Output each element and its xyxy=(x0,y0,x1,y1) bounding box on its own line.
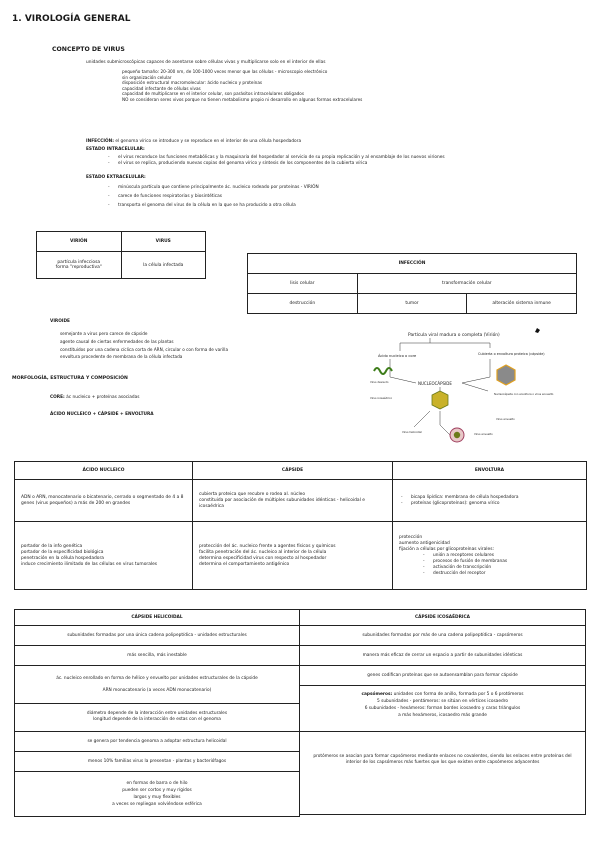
table-cell: en formas de barra o de hilo pueden ser cortos y muy rígidos largos y muy flexibles a veces se repliegan volviéndose esférica xyxy=(112,781,202,807)
diagram-icosahedral-label: Virus icosaédrico xyxy=(370,397,393,400)
list-item: capacidad infectante de células vivas xyxy=(122,85,201,91)
table-cell: manera más eficaz de cerrar un espacio a partir de subunidades idénticas xyxy=(300,646,585,666)
table-cell: tumor xyxy=(357,294,467,314)
diagram-arrow xyxy=(440,411,450,435)
table-header: CÁPSIDE HELICOIDAL xyxy=(15,610,299,626)
table-cell: subunidades formadas por más de una cadena polipeptídica - capsómeros xyxy=(300,626,585,646)
section-heading-concepto: CONCEPTO DE VIRUS xyxy=(52,46,125,53)
viroide-label: VIROIDE xyxy=(50,319,70,324)
infeccion-definition: INFECCIÓN: el genoma vírico se introduce y se reproduce en el interior de una célula hospedadora xyxy=(86,139,302,144)
table-header: ÁCIDO NUCLEICO xyxy=(15,462,193,480)
virion-virus-table xyxy=(36,231,206,279)
estado-intracelular-label: ESTADO INTRACELULAR: xyxy=(86,147,145,152)
diagram-enveloped-label: Virus envuelto xyxy=(496,418,515,421)
table-cell: genes codifican proteínas que se autoensamblan para formar cápside xyxy=(300,666,585,686)
estado-extracelular-label: ESTADO EXTRACELULAR: xyxy=(86,175,146,180)
table-header: INFECCIÓN xyxy=(248,254,577,274)
virion-formula: ÁCIDO NUCLEICO + CÁPSIDE + ENVOLTURA xyxy=(50,412,154,417)
diagram-arrow xyxy=(390,359,416,383)
list-item: semejante a virus pero carece de cápside xyxy=(60,331,148,336)
diagram-arrow xyxy=(400,338,430,351)
table-cell: transformación celular xyxy=(357,274,576,294)
infeccion-table xyxy=(247,253,577,314)
table-cell: protección del ác. nucleico frente a agentes físicos y químicos facilita penetración del ác. nucleico al interior de la célula determina especificidad virus con respecto al hospedador determina el comportamiento antigénico xyxy=(193,522,393,590)
capside-helicoidal-column xyxy=(14,609,300,817)
extracelular-list xyxy=(104,183,319,210)
table-cell: capsómeros: unidades con forma de anillo, formada por 5 o 6 protómeros 5 subunidades - pentámeros: se sitúan en vértices icosaedro 6 subunidades - hexámeros: forman bordes icosaedro y caras triángulos a más hexámeros, icosaedro más grande xyxy=(300,686,585,732)
table-cell: se genera por tendencia genoma a adoptar estructura helicoidal xyxy=(15,732,299,752)
morfologia-heading: MORFOLOGÍA, ESTRUCTURA Y COMPOSICIÓN xyxy=(12,376,128,381)
table-cell: diámetro depende de la interacción entre unidades estructurales longitud depende de la interacción de estas con el genoma xyxy=(15,704,299,732)
list-item: disposición estructural macromolecular: ácido nucleico y proteínas xyxy=(122,80,263,86)
table-cell: ác. nucleico enrollado en forma de hélice y envuelto por unidades estructurales de la cápside ARN monocatenario (a veces ADN monocatenario) xyxy=(15,666,299,704)
table-cell: alteración sistema inmune xyxy=(467,294,577,314)
list-item: sin organización celular xyxy=(122,74,172,80)
diagram-capsid-label: Cubierta o envoltura proteica (cápside) xyxy=(478,352,545,356)
concepto-intro: unidades submicroscópicas capaces de asentarse sobre células vivas y multiplicarse solo en el interior de ellas xyxy=(86,60,326,65)
table-cell: partícula infecciosa forma "reproductiva" xyxy=(37,252,122,279)
table-cell: protección aumento antigenicidad fijación a células por glicoproteínas virales: - unión a receptores celulares - procesos de fusión de membranas - activación de transcripción - destrucción del receptor xyxy=(393,522,587,590)
table-header: ENVOLTURA xyxy=(393,462,587,480)
virion-structure-diagram xyxy=(370,325,554,447)
list-item: constituidos por una cadena cíclica corta de ARN, circular o con forma de varilla xyxy=(60,346,229,352)
diagram-arrow xyxy=(462,383,488,391)
list-item: - minúscula partícula que contiene principalmente ác. nucleico rodeado por proteínas - VIRIÓN xyxy=(104,183,319,192)
table-cell: lisis celular xyxy=(248,274,358,294)
diagram-helical-label: Virus helicoidal xyxy=(402,431,422,434)
list-item: capacidad de multiplicarse en el interior celular, son parásitos intracelulares obligados xyxy=(122,91,305,97)
capside-icosaedrica-column xyxy=(300,609,586,815)
table-header: CÁPSIDE xyxy=(193,462,393,480)
list-item: NO se consideran seres vivos porque no tienen metabolismo propio ni desarrollo en algunas formas extracelulares xyxy=(122,96,363,102)
enveloped-virus-core-icon xyxy=(454,432,460,438)
table-cell: protómeros se asocian para formar capsómeros mediante enlaces no covalentes, siendo los enlaces entre proteínas del interior de los capsómeros más fuertes que los que existen entre capsómeros adyacentes xyxy=(313,754,572,765)
table-cell: portador de la info genética portador de la especificidad biológica penetración en la célula hospedadora induce crecimiento ilimitado de las células en virus tumorales xyxy=(15,522,193,590)
table-cell: menos 10% familias virus la presentan - plantas y bacteriófagos xyxy=(15,752,299,772)
diagram-arrow xyxy=(414,411,430,427)
concepto-list xyxy=(122,69,362,103)
table-cell: más sencilla, más inestable xyxy=(15,646,299,666)
table-cell: cubierta proteica que recubre o rodea al. núcleo constituida por asociación de múltiples subunidades idénticas - helicoidal e icosaédrica xyxy=(193,480,393,522)
table-header: CÁPSIDE ICOSAÉDRICA xyxy=(300,610,585,626)
diagram-arrow xyxy=(462,359,490,383)
table-cell: ADN o ARN, monocatenario o bicatenario, cerrado o segmentado de 4 a 8 genes (virus pequeños) a más de 200 en grandes xyxy=(15,480,193,522)
diagram-enveloped-nucleocapsid-label: Nucleocápside con envoltura o virus envuelto xyxy=(494,393,554,396)
icosahedral-virus-icon xyxy=(497,365,515,385)
table-header: VIRIÓN xyxy=(37,232,122,252)
list-item: agente causal de ciertas enfermedades de las plantas xyxy=(60,338,174,344)
list-item: envoltura procedente de membrana de la célula infectada xyxy=(60,354,183,360)
list-item: - el virus se replica, produciendo nuevas copias del genoma vírico y síntesis de los componentes de la cubierta vírica xyxy=(104,161,445,167)
table-cell: destrucción xyxy=(248,294,358,314)
helical-virus-icon xyxy=(374,368,392,374)
list-item: - carece de funciones respiratorias y biosintéticas xyxy=(104,192,319,201)
diagram-nucleocapside-label: NUCLEOCÁPSIDE xyxy=(418,381,452,386)
composition-table xyxy=(14,461,587,590)
diagram-naked-virus-label: Virus desnudo xyxy=(370,381,389,384)
nucleocapsid-icon xyxy=(432,391,448,409)
table-cell: subunidades formadas por una única cadena polipeptídica - unidades estructurales xyxy=(15,626,299,646)
diagram-core-label: Ácido nucleico o core xyxy=(378,354,417,358)
table-cell: la célula infectada xyxy=(121,252,206,279)
page-title: 1. VIROLOGÍA GENERAL xyxy=(12,14,131,24)
small-virus-icon xyxy=(535,328,540,333)
core-definition: CORE: ác nucleico + proteínas asociadas xyxy=(50,395,140,400)
table-header: VIRUS xyxy=(121,232,206,252)
diagram-arrow xyxy=(430,343,490,348)
intracelular-list xyxy=(104,155,445,167)
diagram-enveloped2-label: Virus envuelto xyxy=(474,433,493,436)
diagram-title: Partícula viral madura o completa (Virión) xyxy=(408,333,500,338)
list-item: - el virus reconduce las funciones metabólicas y la maquinaria del hospedador al servicio de su propia replicación y al ensamblaje de los nuevos viriones xyxy=(104,155,445,161)
list-item: - transporta el genoma del virus de la célula en la que se ha producido a otra célula xyxy=(104,201,319,210)
list-item: pequeño tamaño: 20-300 nm, de 100-1000 veces menor que las células - microscopio electrónico xyxy=(122,69,328,74)
table-cell: - bicapa lipídica: membrana de célula hospedadora - proteínas (glicoproteínas): genoma vírico xyxy=(393,480,587,522)
viroide-list xyxy=(60,330,228,361)
